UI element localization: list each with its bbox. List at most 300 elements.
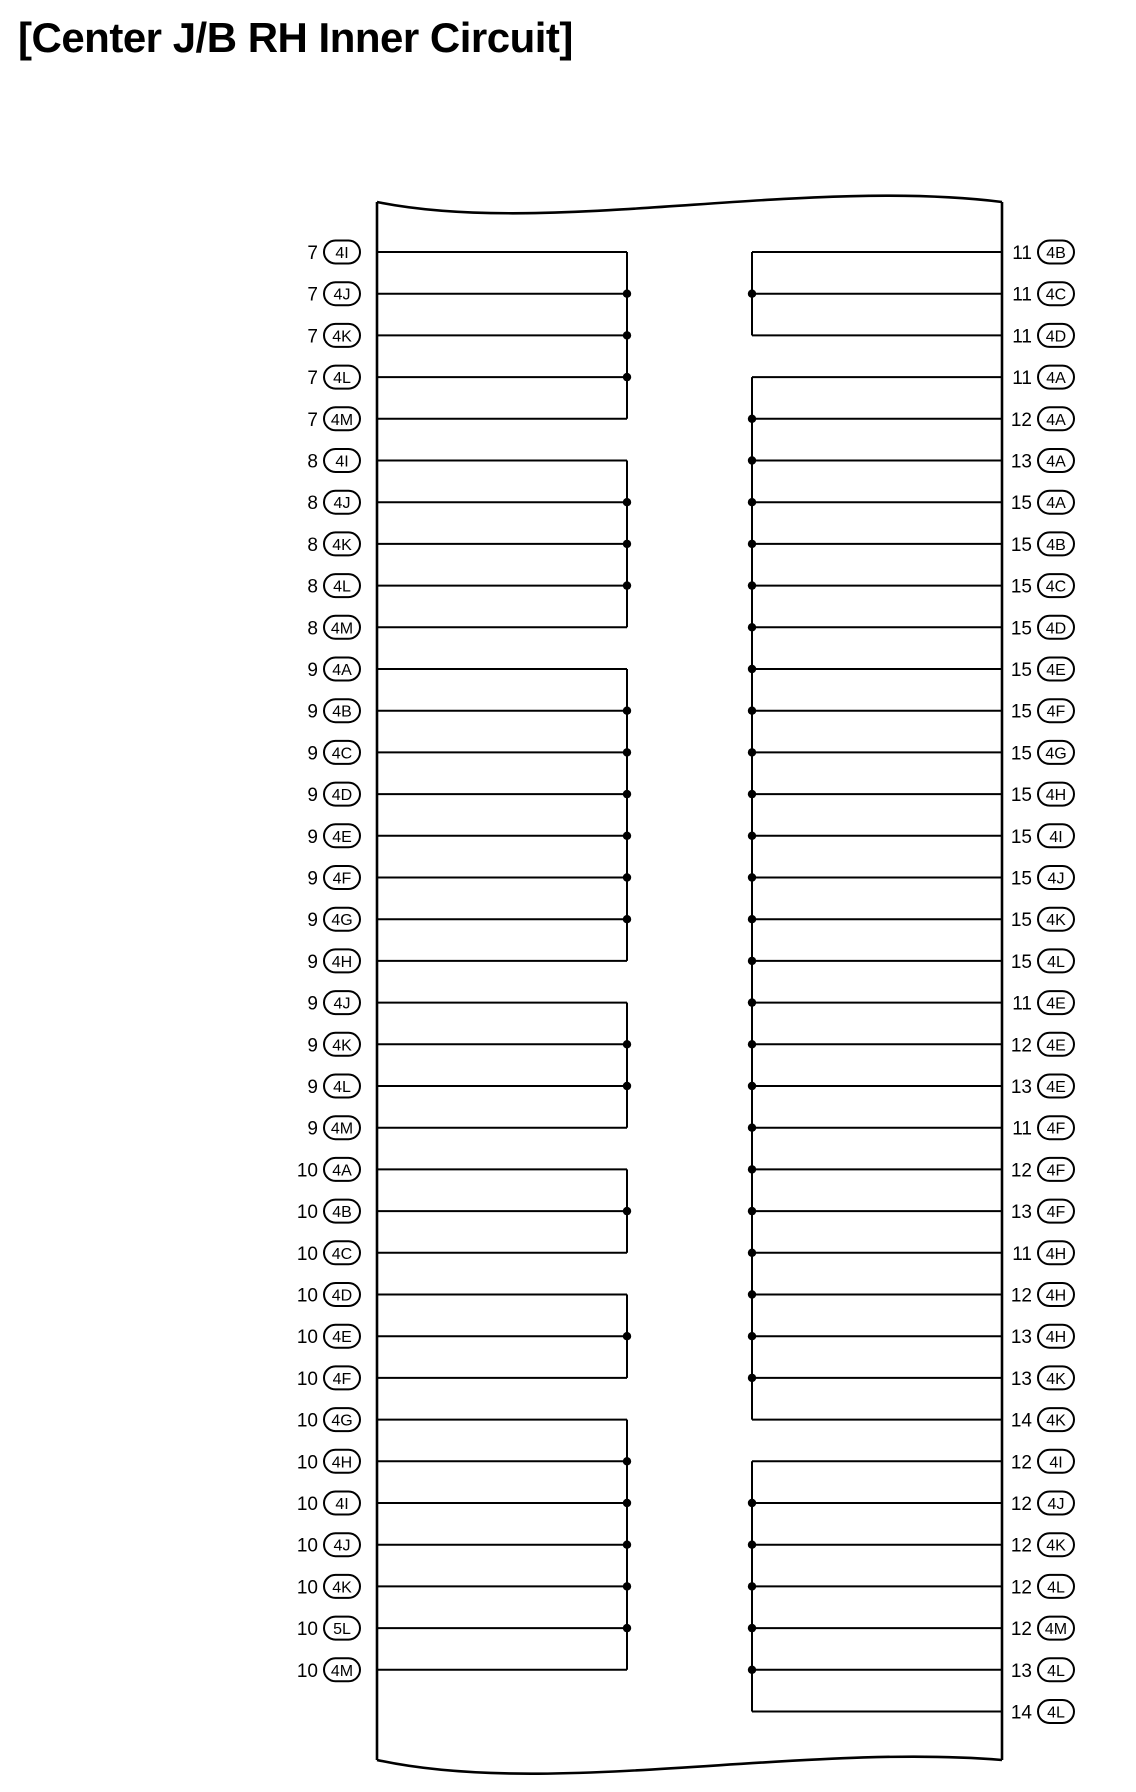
right-connector-badge: [1038, 1283, 1074, 1306]
left-connector-label: 4F: [332, 1370, 352, 1388]
left-pin-row: [297, 1158, 627, 1182]
left-connector-badge: [324, 1450, 360, 1473]
right-connector-label: 4H: [1045, 1329, 1067, 1347]
left-pin-number: 9: [307, 743, 318, 765]
left-pin-number: 10: [296, 1619, 318, 1641]
right-connector-badge: [1038, 1492, 1074, 1515]
left-connector-label: 4G: [331, 1412, 353, 1430]
junction-dot: [748, 1332, 756, 1340]
right-pin-row: [752, 616, 1074, 640]
right-connector-badge: [1038, 949, 1074, 972]
right-connector-label: 4B: [1046, 536, 1066, 554]
right-pin-row: [752, 1408, 1074, 1432]
junction-dot: [623, 331, 631, 339]
right-pin-row: [752, 241, 1074, 265]
right-pin-number: 15: [1010, 743, 1032, 765]
right-connector-label: 4L: [1047, 1579, 1065, 1597]
left-connector-badge: [324, 407, 360, 430]
junction-dot: [748, 1582, 756, 1590]
left-pin-number: 10: [296, 1285, 318, 1307]
right-pin-row: [752, 1241, 1074, 1265]
left-pin-row: [307, 491, 627, 515]
left-bus-group: [623, 669, 631, 961]
right-pin-number: 15: [1010, 701, 1032, 723]
junction-dot: [748, 581, 756, 589]
left-connector-label: 4B: [332, 1204, 352, 1222]
left-connector-badge: [324, 1241, 360, 1264]
bottom-break-line: [377, 1757, 1002, 1774]
left-pin-row: [297, 1283, 627, 1307]
right-pin-row: [752, 1575, 1074, 1599]
right-pin-row: [752, 824, 1074, 848]
right-pin-row: [752, 658, 1074, 682]
right-pin-number: 15: [1010, 618, 1032, 640]
left-connector-label: 4M: [330, 1662, 354, 1680]
left-connector-label: 4M: [330, 1120, 354, 1138]
left-pin-row: [307, 282, 627, 306]
right-connector-badge: [1038, 282, 1074, 305]
right-pin-row: [752, 699, 1074, 723]
right-connector-label: 4L: [1047, 953, 1065, 971]
right-connector-label: 4L: [1047, 1662, 1065, 1680]
right-connector-badge: [1038, 866, 1074, 889]
right-connector-label: 4K: [1046, 1537, 1066, 1555]
junction-dot: [623, 1207, 631, 1215]
left-connector-badge: [324, 1033, 360, 1056]
left-connector-badge: [324, 783, 360, 806]
left-connector-badge: [324, 1533, 360, 1556]
right-connector-badge: [1038, 491, 1074, 514]
right-pin-row: [752, 574, 1074, 598]
right-pin-row: [752, 491, 1074, 515]
right-connector-label: 4B: [1046, 245, 1066, 262]
left-pin-row: [307, 866, 627, 890]
left-pin-row: [297, 1658, 627, 1682]
junction-dot: [748, 873, 756, 881]
right-connector-badge: [1038, 366, 1074, 389]
left-connector-label: 4J: [333, 995, 351, 1013]
right-pin-number: 12: [1010, 1285, 1032, 1307]
junction-dot: [623, 1541, 631, 1549]
junction-dot: [623, 873, 631, 881]
right-connector-label: 4F: [1046, 1162, 1066, 1180]
right-connector-badge: [1038, 741, 1074, 764]
left-connector-label: 4A: [332, 662, 352, 679]
left-connector-label: 4B: [332, 703, 352, 721]
right-connector-badge: [1038, 1617, 1074, 1640]
left-pin-number: 8: [307, 493, 318, 515]
right-connector-badge: [1038, 991, 1074, 1014]
right-connector-badge: [1038, 1116, 1074, 1139]
right-connector-badge: [1038, 1366, 1074, 1389]
right-pin-number: 15: [1010, 534, 1032, 556]
left-pin-number: 7: [307, 409, 318, 431]
left-connector-label: 4F: [332, 870, 352, 888]
right-pin-number: 15: [1010, 660, 1032, 681]
left-connector-label: 4K: [332, 536, 352, 554]
right-pin-number: 11: [1012, 1243, 1032, 1265]
left-pin-number: 9: [307, 826, 318, 848]
left-pin-row: [307, 449, 627, 473]
junction-dot: [623, 1499, 631, 1507]
left-bus-group: [623, 1003, 631, 1128]
left-connector-badge: [324, 1492, 360, 1515]
junction-dot: [748, 1124, 756, 1132]
left-pin-number: 7: [307, 284, 318, 306]
left-pin-row: [307, 366, 627, 390]
right-pin-row: [752, 407, 1074, 431]
junction-dot: [623, 1040, 631, 1048]
right-connector-label: 4A: [1046, 453, 1066, 471]
right-connector-badge: [1038, 1658, 1074, 1681]
left-pin-number: 9: [307, 701, 318, 723]
junction-dot: [748, 1624, 756, 1632]
junction-dot: [623, 581, 631, 589]
right-connector-label: 4A: [1046, 411, 1066, 429]
right-pin-row: [752, 1533, 1074, 1557]
junction-dot: [623, 1457, 631, 1465]
junction-dot: [748, 498, 756, 506]
right-pin-row: [752, 1700, 1074, 1724]
left-connector-badge: [324, 574, 360, 597]
left-connector-badge: [324, 324, 360, 347]
junction-dot: [748, 540, 756, 548]
right-pin-number: 12: [1010, 1494, 1032, 1515]
right-pin-number: 13: [1010, 1368, 1032, 1390]
left-pin-number: 8: [307, 534, 318, 556]
right-connector-badge: [1038, 449, 1074, 472]
left-pin-row: [307, 908, 627, 932]
left-connector-badge: [324, 1200, 360, 1223]
right-connector-label: 4E: [1046, 1079, 1066, 1096]
junction-dot: [748, 1499, 756, 1507]
junction-dot: [748, 1541, 756, 1549]
left-connector-badge: [324, 741, 360, 764]
left-pin-row: [307, 699, 627, 723]
right-pin-number: 12: [1010, 1577, 1032, 1599]
right-connector-label: 4L: [1047, 1704, 1065, 1722]
left-connector-label: 4H: [331, 953, 353, 971]
left-pin-number: 10: [296, 1327, 318, 1349]
left-pin-row: [297, 1366, 627, 1390]
left-side-circuits: [297, 241, 631, 1682]
left-pin-row: [297, 1575, 627, 1599]
left-pin-row: [307, 1033, 627, 1057]
left-pin-number: 7: [307, 326, 318, 348]
left-connector-badge: [324, 699, 360, 722]
left-connector-label: 4I: [335, 453, 349, 471]
left-pin-number: 9: [307, 1077, 318, 1098]
right-connector-badge: [1038, 658, 1074, 681]
junction-dot: [748, 707, 756, 715]
junction-dot: [748, 1165, 756, 1173]
right-pin-row: [752, 532, 1074, 556]
left-connector-label: 4D: [331, 787, 353, 805]
left-pin-number: 9: [307, 1035, 318, 1057]
left-pin-number: 10: [296, 1243, 318, 1265]
right-pin-number: 15: [1010, 493, 1032, 515]
right-connector-label: 4K: [1046, 1412, 1066, 1430]
left-pin-number: 8: [307, 451, 318, 473]
left-connector-label: 4L: [333, 1079, 351, 1096]
junction-dot: [748, 1374, 756, 1382]
left-pin-row: [307, 532, 627, 556]
left-pin-row: [297, 1450, 627, 1474]
right-pin-number: 15: [1010, 576, 1032, 598]
right-connector-label: 4E: [1046, 662, 1066, 679]
right-pin-row: [752, 741, 1074, 765]
right-connector-badge: [1038, 324, 1074, 347]
right-pin-number: 13: [1010, 1327, 1032, 1349]
right-connector-badge: [1038, 699, 1074, 722]
left-pin-number: 7: [307, 243, 318, 264]
left-pin-number: 10: [296, 1577, 318, 1599]
right-connector-label: 4C: [1045, 578, 1067, 596]
left-connector-label: 4L: [333, 578, 351, 596]
right-connector-label: 4J: [1047, 1496, 1065, 1513]
right-pin-number: 15: [1010, 868, 1032, 890]
left-pin-number: 9: [307, 785, 318, 807]
right-connector-badge: [1038, 241, 1074, 264]
right-connector-label: 4M: [1044, 1621, 1068, 1639]
left-pin-row: [307, 741, 627, 765]
junction-block-outline: [377, 196, 1002, 1774]
left-pin-number: 10: [296, 1452, 318, 1474]
top-break-line: [377, 196, 1002, 214]
left-pin-row: [307, 616, 627, 640]
left-connector-badge: [324, 1658, 360, 1681]
junction-dot: [748, 915, 756, 923]
left-connector-badge: [324, 282, 360, 305]
right-pin-number: 13: [1010, 451, 1032, 473]
left-connector-label: 4E: [332, 1329, 352, 1347]
right-connector-badge: [1038, 1075, 1074, 1098]
right-connector-badge: [1038, 1408, 1074, 1431]
left-pin-row: [297, 1492, 627, 1516]
right-pin-row: [752, 1366, 1074, 1390]
left-connector-label: 4L: [333, 370, 351, 388]
right-connector-badge: [1038, 783, 1074, 806]
left-pin-number: 10: [296, 1202, 318, 1224]
left-connector-badge: [324, 1575, 360, 1598]
junction-dot: [623, 915, 631, 923]
right-connector-label: 4F: [1046, 703, 1066, 721]
left-connector-badge: [324, 1158, 360, 1181]
junction-dot: [623, 1332, 631, 1340]
left-pin-row: [297, 1408, 627, 1432]
junction-dot: [623, 1582, 631, 1590]
right-pin-row: [752, 1325, 1074, 1349]
right-connector-badge: [1038, 1200, 1074, 1223]
left-bus-group: [623, 1169, 631, 1252]
right-pin-row: [752, 1283, 1074, 1307]
junction-dot: [623, 540, 631, 548]
left-pin-row: [297, 1617, 627, 1641]
right-pin-number: 15: [1010, 910, 1032, 932]
left-pin-number: 7: [307, 368, 318, 390]
left-pin-number: 10: [296, 1535, 318, 1557]
left-connector-badge: [324, 1617, 360, 1640]
left-connector-badge: [324, 449, 360, 472]
left-bus-group: [623, 252, 631, 419]
junction-dot: [623, 498, 631, 506]
left-pin-number: 10: [296, 1494, 318, 1515]
left-connector-label: 4I: [335, 1496, 349, 1513]
junction-dot: [748, 665, 756, 673]
right-connector-badge: [1038, 532, 1074, 555]
left-connector-label: 4D: [331, 1287, 353, 1305]
left-pin-row: [297, 1241, 627, 1265]
left-connector-label: 4M: [330, 411, 354, 429]
right-pin-row: [752, 1658, 1074, 1682]
right-connector-badge: [1038, 407, 1074, 430]
junction-dot: [623, 373, 631, 381]
left-connector-badge: [324, 908, 360, 931]
left-bus-group: [623, 1295, 631, 1378]
right-connector-label: 4E: [1046, 1037, 1066, 1055]
right-connector-label: 4H: [1045, 787, 1067, 805]
right-pin-row: [752, 1450, 1074, 1474]
left-pin-number: 10: [296, 1368, 318, 1390]
left-pin-row: [297, 1200, 627, 1224]
left-connector-badge: [324, 532, 360, 555]
left-connector-badge: [324, 1325, 360, 1348]
left-pin-number: 9: [307, 868, 318, 890]
left-connector-badge: [324, 949, 360, 972]
left-connector-badge: [324, 658, 360, 681]
right-pin-row: [752, 783, 1074, 807]
right-connector-badge: [1038, 824, 1074, 847]
right-connector-badge: [1038, 1700, 1074, 1723]
junction-dot: [748, 790, 756, 798]
junction-dot: [748, 456, 756, 464]
right-bus-group: [748, 252, 756, 335]
right-connector-label: 4E: [1046, 995, 1066, 1013]
right-pin-number: 11: [1012, 284, 1032, 306]
right-connector-badge: [1038, 1241, 1074, 1264]
junction-dot: [623, 1624, 631, 1632]
left-connector-badge: [324, 1075, 360, 1098]
right-pin-row: [752, 282, 1074, 306]
right-pin-row: [752, 324, 1074, 348]
right-pin-row: [752, 1033, 1074, 1057]
junction-dot: [748, 1040, 756, 1048]
left-pin-number: 10: [296, 1410, 318, 1432]
junction-dot: [623, 748, 631, 756]
right-connector-label: 4I: [1049, 828, 1063, 846]
right-pin-row: [752, 366, 1074, 390]
left-pin-row: [297, 1533, 627, 1557]
left-pin-number: 8: [307, 576, 318, 598]
right-pin-number: 12: [1010, 409, 1032, 431]
right-pin-row: [752, 908, 1074, 932]
left-connector-badge: [324, 1116, 360, 1139]
right-pin-number: 13: [1010, 1202, 1032, 1224]
junction-dot: [623, 790, 631, 798]
left-connector-label: 4I: [335, 245, 349, 262]
left-connector-label: 5L: [333, 1621, 351, 1639]
diagram-title: [Center J/B RH Inner Circuit]: [18, 14, 573, 61]
right-pin-number: 11: [1012, 993, 1032, 1015]
left-pin-row: [307, 1075, 627, 1099]
left-pin-row: [307, 658, 627, 682]
left-pin-row: [307, 574, 627, 598]
right-bus-group: [748, 377, 756, 1420]
right-side-circuits: [748, 241, 1074, 1724]
right-pin-row: [752, 1158, 1074, 1182]
left-connector-label: 4C: [331, 1245, 353, 1263]
right-pin-row: [752, 866, 1074, 890]
right-connector-badge: [1038, 616, 1074, 639]
left-connector-label: 4E: [332, 828, 352, 846]
junction-dot: [748, 957, 756, 965]
left-connector-badge: [324, 824, 360, 847]
left-connector-badge: [324, 991, 360, 1014]
right-connector-label: 4F: [1046, 1120, 1066, 1138]
right-pin-row: [752, 1075, 1074, 1099]
left-pin-number: 9: [307, 951, 318, 973]
left-pin-number: 8: [307, 618, 318, 640]
right-pin-number: 12: [1010, 1619, 1032, 1641]
junction-dot: [748, 748, 756, 756]
right-connector-badge: [1038, 1325, 1074, 1348]
right-connector-badge: [1038, 574, 1074, 597]
right-connector-badge: [1038, 1033, 1074, 1056]
junction-dot: [748, 1207, 756, 1215]
left-connector-label: 4M: [330, 620, 354, 638]
junction-dot: [748, 998, 756, 1006]
left-connector-label: 4H: [331, 1454, 353, 1472]
left-pin-number: 9: [307, 993, 318, 1015]
right-pin-number: 14: [1010, 1702, 1032, 1724]
left-bus-group: [623, 1420, 631, 1670]
right-pin-number: 12: [1010, 1452, 1032, 1474]
right-connector-label: 4F: [1046, 1204, 1066, 1222]
right-connector-badge: [1038, 1158, 1074, 1181]
junction-dot: [748, 832, 756, 840]
left-connector-badge: [324, 1408, 360, 1431]
right-pin-number: 11: [1012, 1118, 1032, 1140]
left-connector-label: 4K: [332, 328, 352, 346]
right-pin-row: [752, 449, 1074, 473]
right-connector-label: 4D: [1045, 328, 1067, 346]
right-pin-number: 13: [1010, 1077, 1032, 1098]
junction-dot: [748, 1666, 756, 1674]
junction-dot: [623, 290, 631, 298]
left-pin-number: 10: [296, 1160, 318, 1182]
right-connector-label: 4I: [1049, 1454, 1063, 1472]
left-pin-row: [297, 1325, 627, 1349]
junction-dot: [623, 832, 631, 840]
right-connector-label: 4H: [1045, 1245, 1067, 1263]
junction-dot: [748, 1290, 756, 1298]
left-bus-group: [623, 461, 631, 628]
right-connector-badge: [1038, 1575, 1074, 1598]
junction-dot: [748, 1082, 756, 1090]
junction-dot: [748, 415, 756, 423]
left-pin-number: 10: [296, 1660, 318, 1682]
left-connector-label: 4J: [333, 495, 351, 513]
left-connector-badge: [324, 1366, 360, 1389]
left-pin-number: 9: [307, 660, 318, 681]
left-connector-badge: [324, 616, 360, 639]
junction-dot: [748, 1249, 756, 1257]
left-connector-label: 4K: [332, 1579, 352, 1597]
right-pin-number: 11: [1012, 326, 1032, 348]
left-pin-row: [307, 1116, 627, 1140]
left-pin-row: [307, 241, 627, 265]
junction-dot: [623, 1082, 631, 1090]
